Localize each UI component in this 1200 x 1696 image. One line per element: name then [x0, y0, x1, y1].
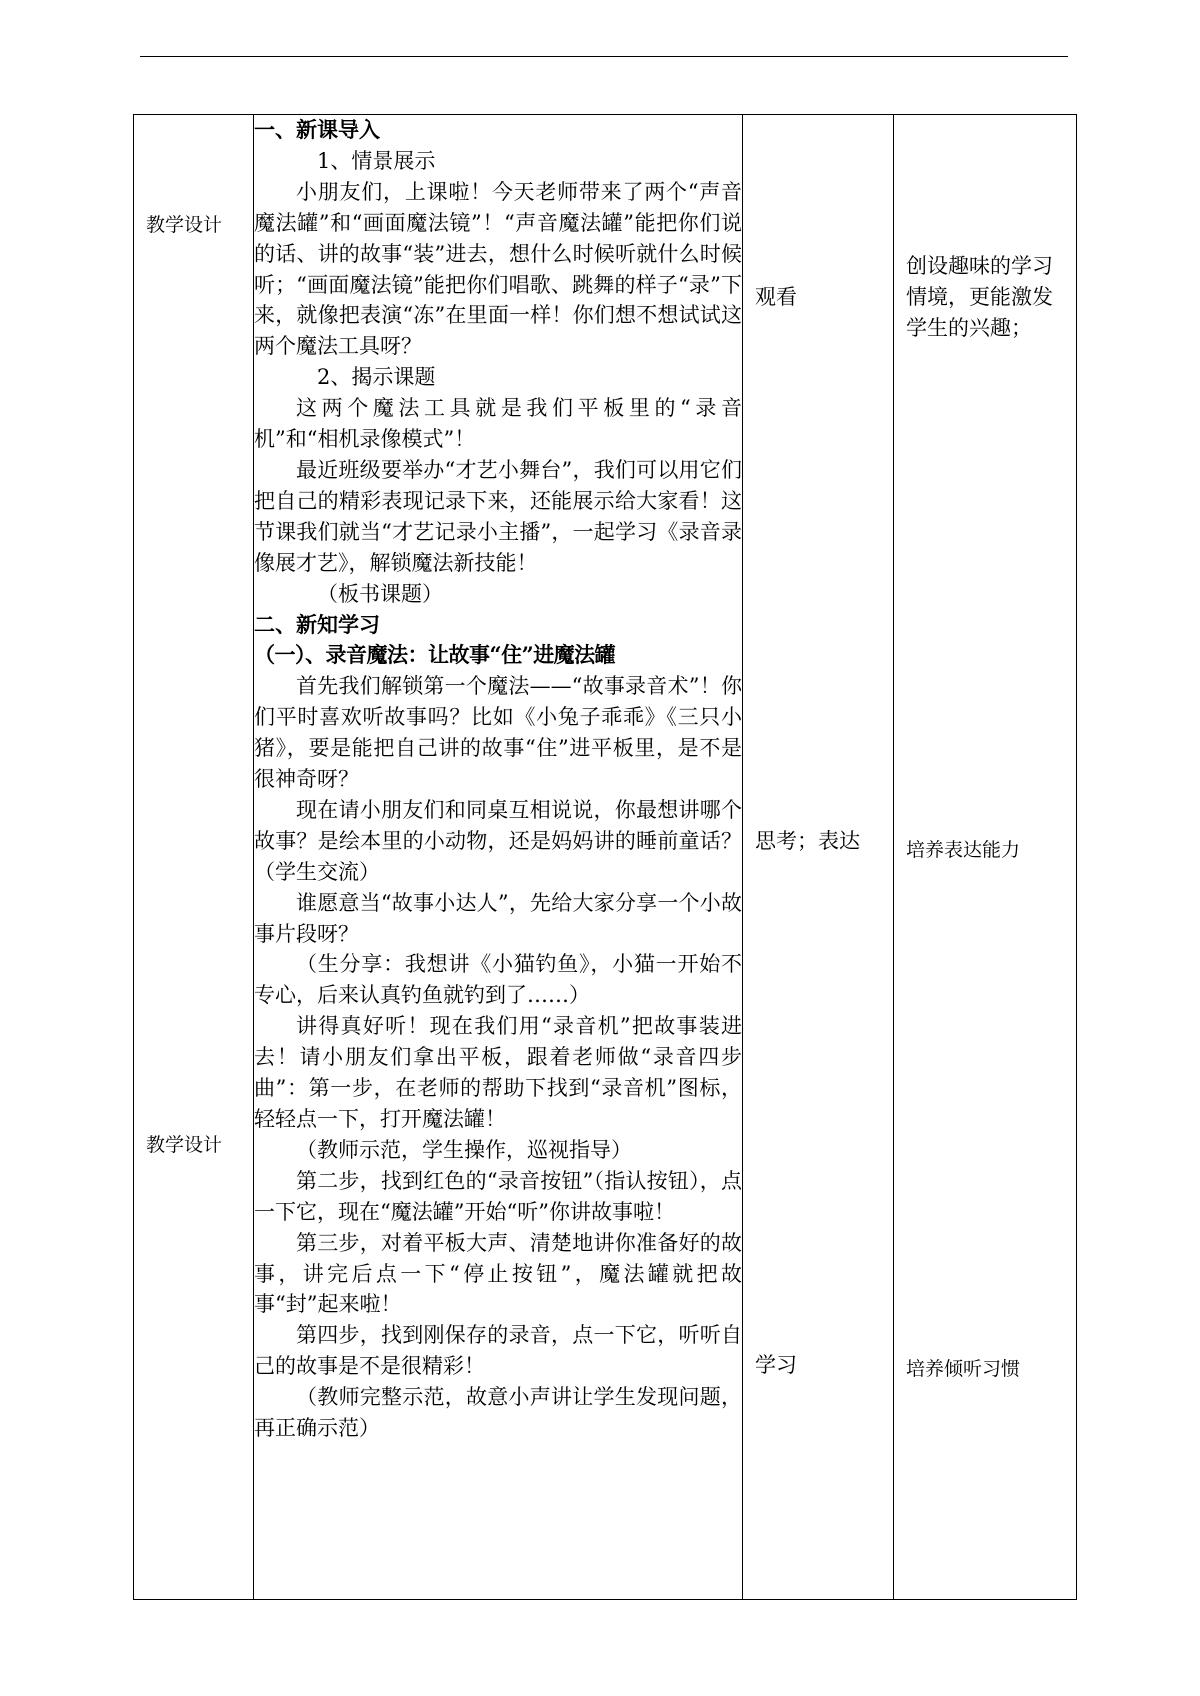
content-paragraph: （一）、录音魔法：让故事“住”进魔法罐 — [254, 642, 616, 668]
teaching-content-cell — [254, 115, 743, 1600]
teaching-content — [254, 115, 742, 1444]
content-paragraph: 讲得真好听！现在我们用“录音机”把故事装进去！请小朋友们拿出平板，跟着老师做“录音四步曲”：第一步，在老师的帮助下找到“录音机”图标，轻轻点一下，打开魔法罐！ — [254, 1014, 742, 1131]
content-paragraph: 1、情景展示 — [317, 148, 436, 173]
content-paragraph: （教师示范，学生操作，巡视指导） — [296, 1137, 632, 1162]
table-row — [134, 115, 1077, 1600]
design-intent-cell — [894, 115, 1077, 1600]
content-paragraph: 第二步，找到红色的“录音按钮”（指认按钮），点一下它，现在“魔法罐”开始“听”你讲故事啦！ — [254, 1168, 742, 1224]
content-paragraph: 谁愿意当“故事小达人”，先给大家分享一个小故事片段呀？ — [254, 890, 742, 946]
content-paragraph: 2、揭示课题 — [317, 365, 436, 390]
header-rule — [140, 56, 1068, 57]
content-paragraph: （板书课题） — [317, 581, 443, 606]
content-paragraph: 最近班级要举办“才艺小舞台”，我们可以用它们把自己的精彩表现记录下来，还能展示给大家看！这节课我们就当“才艺记录小主播”，一起学习《录音录像展才艺》，解锁魔法新技能！ — [254, 457, 742, 575]
section-label: 教学设计 — [146, 214, 223, 236]
design-intent: 培养表达能力 — [906, 839, 1021, 861]
content-paragraph: 现在请小朋友们和同桌互相说说，你最想讲哪个故事？是绘本里的小动物，还是妈妈讲的睡前童话？（学生交流） — [254, 797, 742, 884]
content-paragraph: 小朋友们，上课啦！今天老师带来了两个“声音魔法罐”和“画面魔法镜”！“声音魔法罐”能把你们说的话、讲的故事“装”进去，想什么时候听就什么时候听；“画面魔法镜”能把你们唱歌、跳舞的样子“录”下来，就像把表演“冻”在里面一样！你们想不想试试这两个魔法工具呀？ — [254, 179, 742, 359]
design-intent: 创设趣味的学习情境，更能激发学生的兴趣； — [906, 254, 1053, 340]
student-activity-cell — [743, 115, 894, 1600]
content-paragraph: 这两个魔法工具就是我们平板里的“录音机”和“相机录像模式”！ — [254, 396, 742, 452]
section-label-cell — [134, 115, 254, 1600]
content-paragraph: （生分享：我想讲《小猫钓鱼》，小猫一开始不专心，后来认真钓鱼就钓到了……） — [254, 952, 742, 1008]
content-paragraph: 第四步，找到刚保存的录音，点一下它，听听自己的故事是不是很精彩！ — [254, 1323, 742, 1379]
content-paragraph: 二、新知学习 — [254, 611, 380, 637]
design-intent: 培养倾听习惯 — [906, 1358, 1021, 1380]
content-paragraph: 第三步，对着平板大声、清楚地讲你准备好的故事，讲完后点一下“停止按钮”，魔法罐就把故事“封”起来啦！ — [254, 1230, 742, 1317]
student-activity: 思考；表达 — [755, 829, 860, 853]
section-label: 教学设计 — [146, 1134, 223, 1156]
student-activity: 观看 — [755, 285, 797, 309]
student-activity: 学习 — [755, 1353, 797, 1377]
lesson-plan-table — [133, 114, 1077, 1600]
content-paragraph: （教师完整示范，故意小声讲让学生发现问题，再正确示范） — [254, 1385, 742, 1441]
content-paragraph: 首先我们解锁第一个魔法——“故事录音术”！你们平时喜欢听故事吗？比如《小兔子乖乖》《三只小猪》，要是能把自己讲的故事“住”进平板里，是不是很神奇呀？ — [254, 674, 742, 792]
content-paragraph: 一、新课导入 — [254, 117, 380, 142]
